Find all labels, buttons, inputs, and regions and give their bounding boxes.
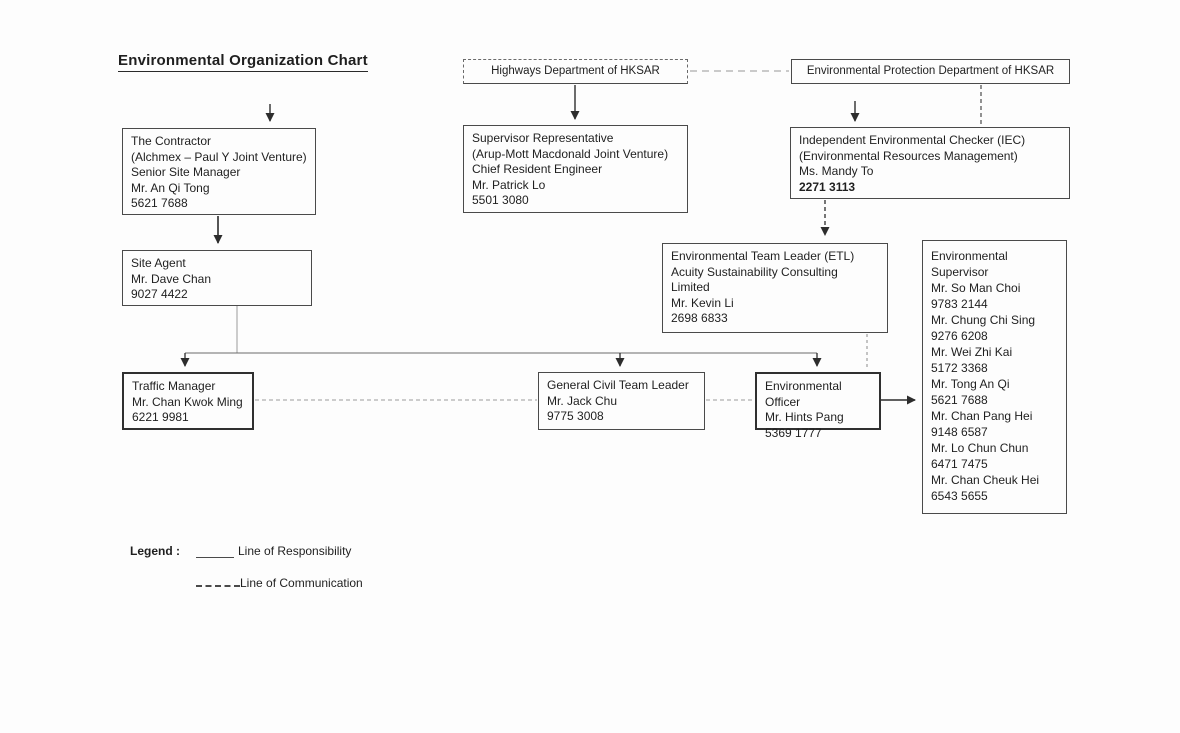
box-line: Mr. Chan Pang Hei: [931, 409, 1033, 423]
box-line: 9783 2144: [931, 297, 988, 311]
box-epd: [791, 59, 1070, 84]
box-line: General Civil Team Leader: [547, 378, 689, 392]
box-line: Mr. Chung Chi Sing: [931, 313, 1036, 327]
box-line: The Contractor: [131, 134, 212, 148]
box-line: Environmental: [931, 249, 1008, 263]
box-line: Mr. Kevin Li: [671, 295, 734, 310]
box-line: 5621 7688: [931, 393, 988, 407]
box-line: Mr. Chan Kwok Ming: [132, 394, 243, 409]
box-line: Mr. Chan Cheuk Hei: [931, 473, 1040, 487]
box-line: Mr. So Man Choi: [931, 281, 1021, 295]
box-line: Environmental Officer: [765, 379, 842, 409]
box-traffic-manager: [122, 372, 254, 430]
box-line: Mr. Dave Chan: [131, 271, 212, 286]
box-line: Senior Site Manager: [131, 165, 241, 179]
box-line: 5369 1777: [765, 425, 822, 440]
box-line: 5501 3080: [472, 193, 529, 207]
box-line: Mr. Lo Chun Chun: [931, 441, 1029, 455]
box-line: 2271 3113: [799, 179, 856, 194]
box-line: Mr. Tong An Qi: [931, 377, 1010, 391]
legend-communication-text: Line of Communication: [240, 576, 363, 590]
box-environmental-officer: [755, 372, 881, 440]
box-line: (Environmental Resources Management): [799, 148, 1018, 163]
legend-solid-line-sample: [196, 548, 234, 558]
box-line: Mr. An Qi Tong: [131, 180, 210, 195]
box-label: Highways Department of HKSAR: [491, 64, 660, 77]
box-line: Environmental Team Leader (ETL): [671, 249, 855, 263]
box-contractor: [122, 128, 316, 215]
box-line: Independent Environmental Checker (IEC): [799, 133, 1026, 147]
box-line: 9775 3008: [547, 409, 604, 423]
box-line: Chief Resident Engineer: [472, 162, 603, 176]
box-line: Mr. Hints Pang: [765, 410, 844, 424]
box-general-civil-team-leader: [538, 372, 705, 430]
box-iec: [790, 127, 1070, 199]
box-line: 9276 6208: [931, 329, 988, 343]
box-line: Mr. Wei Zhi Kai: [931, 345, 1013, 359]
legend-responsibility-text: Line of Responsibility: [238, 544, 352, 558]
box-line: Limited: [671, 280, 710, 294]
box-line: 6221 9981: [132, 410, 189, 424]
box-line: Supervisor: [931, 265, 989, 279]
box-line: 6543 5655: [931, 489, 988, 503]
box-line: Acuity Sustainability Consulting: [671, 264, 838, 279]
box-line: Traffic Manager: [132, 379, 216, 393]
box-line: Ms. Mandy To: [799, 164, 874, 178]
box-label: Environmental Protection Department of HKSAR: [806, 64, 1055, 77]
box-line: Supervisor Representative: [472, 131, 614, 145]
box-line: Mr. Patrick Lo: [472, 177, 546, 192]
page-title: Environmental Organization Chart: [118, 52, 368, 72]
box-line: 5621 7688: [131, 196, 188, 210]
box-line: 2698 6833: [671, 311, 728, 325]
box-supervisor-representative: [463, 125, 688, 213]
box-line: (Arup-Mott Macdonald Joint Venture): [472, 146, 669, 161]
box-line: 6471 7475: [931, 457, 988, 471]
legend-dashed-line-sample: [196, 576, 240, 587]
box-line: 9148 6587: [931, 425, 988, 439]
box-site-agent: [122, 250, 312, 306]
box-highways-department: [463, 59, 688, 84]
box-line: 9027 4422: [131, 287, 188, 301]
box-line: Mr. Jack Chu: [547, 393, 618, 408]
box-line: 5172 3368: [931, 361, 988, 375]
box-etl: [662, 243, 888, 333]
box-line: (Alchmex – Paul Y Joint Venture): [131, 149, 307, 164]
legend-label: Legend :: [130, 544, 180, 558]
box-environmental-supervisor: [922, 240, 1067, 514]
box-line: Site Agent: [131, 256, 186, 270]
